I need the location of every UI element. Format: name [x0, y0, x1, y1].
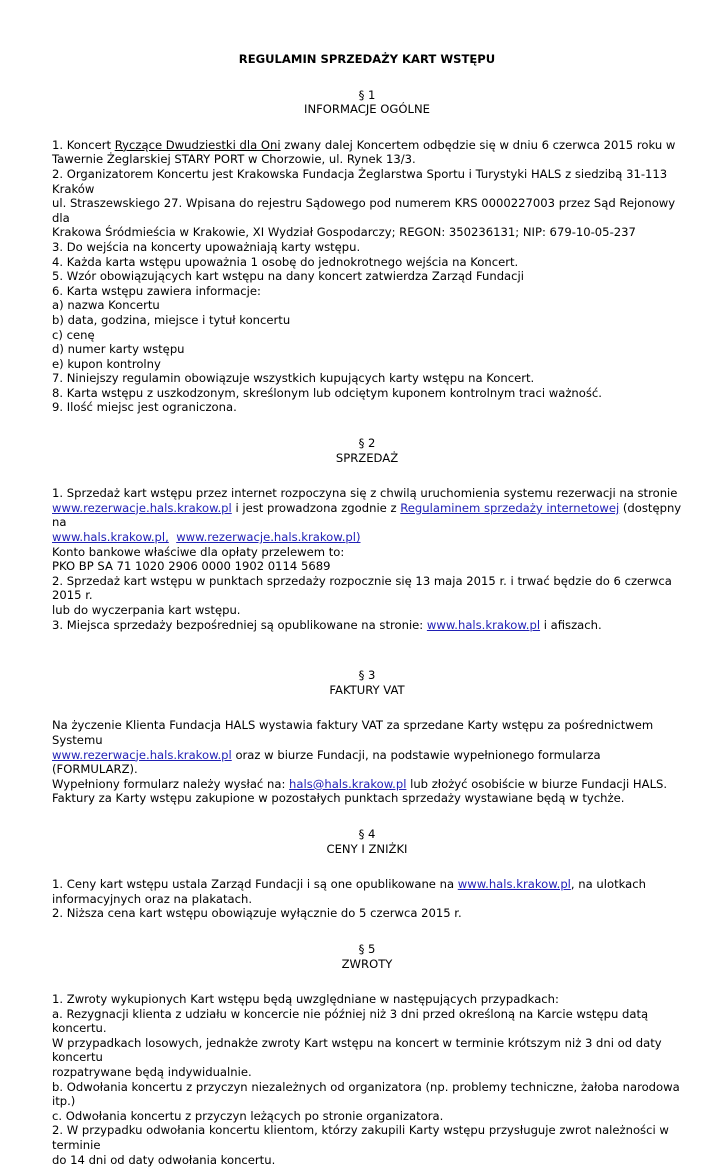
s2-item-2: 2. Sprzedaż kart wstępu w punktach sprzedaży rozpocznie się 13 maja 2015 r. i trwać będzie do 6 czerwca 2015 r.: [52, 573, 672, 603]
s2-item-1-cont2: www.hals.krakow.pl, www.rezerwacje.hals.krakow.pl): [52, 530, 361, 545]
s5-item-2: 2. W przypadku odwołania koncertu klientom, którzy zakupili Karty wstępu przysługuje zwrot należności w terminie: [52, 1123, 669, 1153]
bank-account-label: Konto bankowe właściwe dla opłaty przelewem to:: [52, 544, 345, 559]
s3-para-2: Wypełniony formularz należy wysłać na: hals@hals.krakow.pl lub złożyć osobiście w biurze Fundacji HALS.: [52, 776, 668, 791]
s5-item-b: b. Odwołania koncertu z przyczyn niezależnych od organizatora (np. problemy techniczne, żałoba narodowa itp.): [52, 1079, 680, 1109]
section-1: [52, 88, 682, 415]
s4-item-2: 2. Niższa cena kart wstępu obowiązuje wyłącznie do 5 czerwca 2015 r.: [52, 906, 462, 921]
s1-item-6d: d) numer karty wstępu: [52, 342, 185, 357]
section-4-number: § 4: [358, 826, 376, 841]
section-2-heading: SPRZEDAŻ: [335, 450, 399, 465]
s1-item-1-cont: Tawernie Żeglarskiej STARY PORT w Chorzowie, ul. Rynek 13/3.: [52, 152, 416, 167]
section-2-number: § 2: [358, 436, 376, 451]
s5-item-a-cont2: rozpatrywane będą indywidualnie.: [52, 1065, 252, 1080]
link-hals-3[interactable]: www.hals.krakow.pl: [426, 617, 541, 632]
section-5-heading: ZWROTY: [341, 956, 393, 971]
s3-para-3: Faktury za Karty wstępu zakupione w pozostałych punktach sprzedaży wystawiane będą w tychże.: [52, 791, 625, 806]
s1-item-6e: e) kupon kontrolny: [52, 356, 161, 371]
link-rezerwacje-2[interactable]: www.rezerwacje.hals.krakow.pl: [176, 530, 356, 545]
document-title: REGULAMIN SPRZEDAŻY KART WSTĘPU: [238, 52, 496, 66]
s2-item-1-cont: www.rezerwacje.hals.krakow.pl i jest prowadzona zgodnie z Regulaminem sprzedaży internetowej (dostępny na: [52, 500, 682, 530]
link-email[interactable]: hals@hals.krakow.pl: [289, 776, 407, 791]
section-1-heading: INFORMACJE OGÓLNE: [304, 102, 430, 117]
s1-item-2-cont2: Krakowa Śródmieścia w Krakowie, XI Wydział Gospodarczy; REGON: 350236131; NIP: 679-10-05-237: [52, 225, 636, 240]
s1-item-6b: b) data, godzina, miejsce i tytuł koncertu: [52, 312, 291, 327]
section-4: [52, 827, 682, 921]
s1-item-5: 5. Wzór obowiązujących kart wstępu na dany koncert zatwierdza Zarząd Fundacji: [52, 269, 524, 284]
section-3-number: § 3: [358, 668, 376, 683]
s1-item-6a: a) nazwa Koncertu: [52, 298, 160, 313]
s2-item-2-cont: lub do wyczerpania kart wstępu.: [52, 603, 241, 617]
link-regulamin-internetowy[interactable]: Regulaminem sprzedaży internetowej: [400, 500, 620, 515]
section-5-number: § 5: [358, 941, 376, 956]
s5-item-c: c. Odwołania koncertu z przyczyn leżących po stronie organizatora.: [52, 1108, 444, 1123]
link-hals-ceny[interactable]: www.hals.krakow.pl: [457, 877, 571, 892]
s2-item-1: 1. Sprzedaż kart wstępu przez internet rozpoczyna się z chwilą uruchomienia systemu rezerwacji na stronie: [52, 486, 678, 501]
section-3-heading: FAKTURY VAT: [329, 682, 405, 697]
link-rezerwacje-faktury[interactable]: www.rezerwacje.hals.krakow.pl: [52, 747, 232, 762]
s5-item-a: a. Rezygnacji klienta z udziału w koncercie nie później niż 3 dni przed określoną na Karcie wstępu datą koncertu.: [52, 1006, 649, 1036]
bank-account-number: PKO BP SA 71 1020 2906 0000 1902 0114 5689: [52, 559, 331, 574]
s2-item-3: 3. Miejsca sprzedaży bezpośredniej są opublikowane na stronie: www.hals.krakow.pl i afiszach.: [52, 617, 602, 632]
s1-item-2-cont: ul. Straszewskiego 27. Wpisana do rejestru Sądowego pod numerem KRS 0000227003 przez Sąd Rejonowy dla: [52, 196, 676, 225]
section-4-heading: CENY I ZNIŻKI: [326, 841, 408, 856]
section-1-number: § 1: [358, 87, 376, 102]
s1-item-3: 3. Do wejścia na koncerty upoważniają karty wstępu.: [52, 239, 361, 254]
link-hals[interactable]: www.hals.krakow.pl,: [52, 530, 169, 545]
document-page: [52, 52, 682, 1167]
s1-item-6: 6. Karta wstępu zawiera informacje:: [52, 283, 261, 298]
s1-item-1: 1. Koncert Ryczące Dwudziestki dla Oni zwany dalej Koncertem odbędzie się w dniu 6 czerwca 2015 roku w: [52, 137, 676, 152]
s5-item-a-cont: W przypadkach losowych, jednakże zwroty Kart wstępu na koncert w terminie krótszym niż 3 dni od daty koncertu: [52, 1035, 662, 1065]
s3-para-1: Na życzenie Klienta Fundacja HALS wystawia faktury VAT za sprzedane Karty wstępu za pośrednictwem Systemu: [52, 718, 654, 747]
link-rezerwacje[interactable]: www.rezerwacje.hals.krakow.pl: [52, 500, 232, 515]
s1-item-2: 2. Organizatorem Koncertu jest Krakowska Fundacja Żeglarstwa Sportu i Turystyki HALS z siedzibą 31-113 Kraków: [52, 166, 668, 196]
section-5: [52, 942, 682, 1167]
s1-item-6c: c) cenę: [52, 327, 95, 342]
s1-item-9: 9. Ilość miejsc jest ograniczona.: [52, 400, 237, 415]
s4-item-1-cont: informacyjnych oraz na plakatach.: [52, 891, 253, 906]
section-2: [52, 436, 682, 632]
s1-item-4: 4. Każda karta wstępu upoważnia 1 osobę do jednokrotnego wejścia na Koncert.: [52, 254, 519, 269]
s5-item-2-cont: do 14 dni od daty odwołania koncertu.: [52, 1152, 276, 1167]
s1-item-7: 7. Niniejszy regulamin obowiązuje wszystkich kupujących karty wstępu na Koncert.: [52, 371, 535, 386]
section-3: [52, 668, 682, 806]
s1-item-8: 8. Karta wstępu z uszkodzonym, skreślonym lub odciętym kuponem kontrolnym traci ważność.: [52, 385, 602, 400]
s4-item-1: 1. Ceny kart wstępu ustala Zarząd Fundacji i są one opublikowane na www.hals.krakow.pl, na ulotkach: [52, 877, 646, 892]
s3-para-1-cont: www.rezerwacje.hals.krakow.pl oraz w biurze Fundacji, na podstawie wypełnionego formularza (FORMULARZ).: [52, 747, 601, 777]
s5-item-1: 1. Zwroty wykupionych Kart wstępu będą uwzględniane w następujących przypadkach:: [52, 992, 559, 1007]
concert-name: Ryczące Dwudziestki dla Oni: [114, 137, 281, 152]
